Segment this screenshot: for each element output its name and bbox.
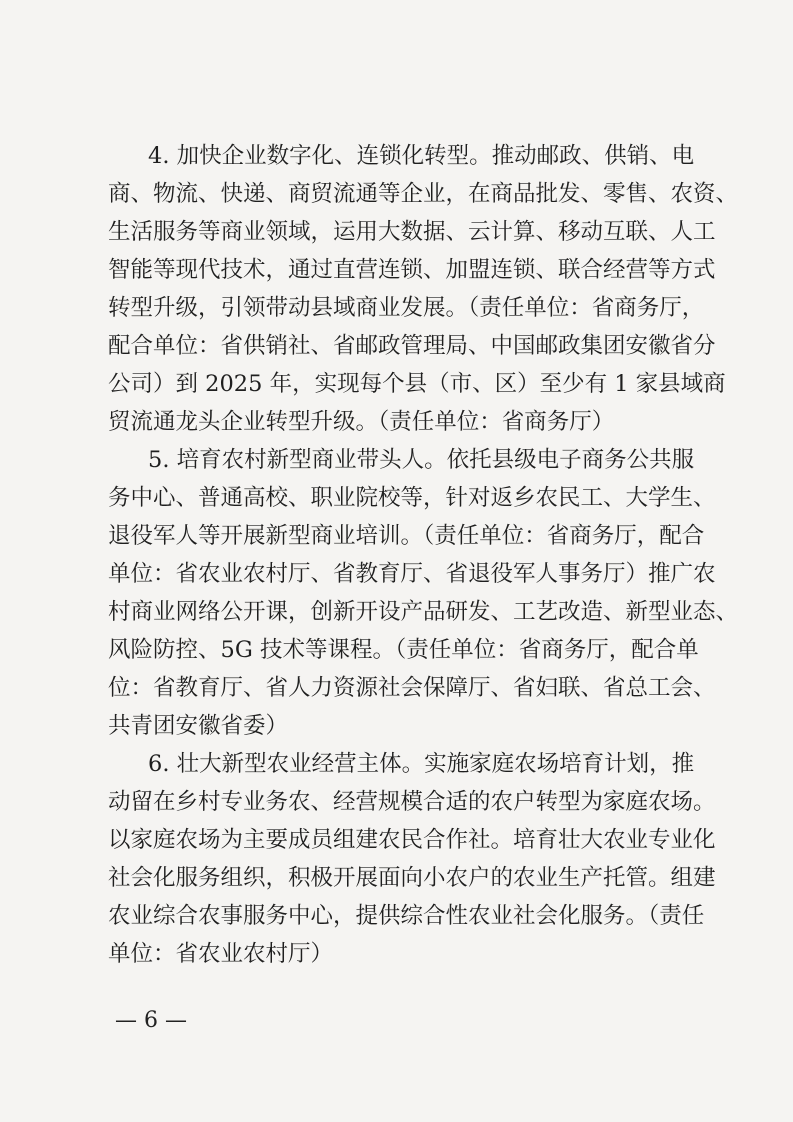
paragraph-4-line-2: 商、物流、快递、商贸流通等企业，在商品批发、零售、农资、 — [108, 181, 739, 207]
paragraph-6-line-4: 社会化服务组织，积极开展面向小农户的农业生产托管。组建 — [108, 865, 716, 891]
paragraph-4-line-8: 贸流通龙头企业转型升级。（责任单位：省商务厅） — [108, 409, 615, 435]
paragraph-4-line-3: 生活服务等商业领域，运用大数据、云计算、移动互联、人工 — [108, 219, 716, 245]
paragraph-6-line-3: 以家庭农场为主要成员组建农民合作社。培育壮大农业专业化 — [108, 827, 716, 853]
paragraph-5-line-4: 单位：省农业农村厅、省教育厅、省退役军人事务厅）推广农 — [108, 561, 716, 587]
paragraph-6-line-1: 6. 壮大新型农业经营主体。实施家庭农场培育计划，推 — [148, 751, 695, 777]
paragraph-4-line-6: 配合单位：省供销社、省邮政管理局、中国邮政集团安徽省分 — [108, 333, 716, 359]
paragraph-5-line-7: 位：省教育厅、省人力资源社会保障厅、省妇联、省总工会、 — [108, 675, 716, 701]
paragraph-4-line-5: 转型升级，引领带动县域商业发展。（责任单位：省商务厅， — [108, 295, 705, 321]
paragraph-5-line-5: 村商业网络公开课，创新开设产品研发、工艺改造、新型业态、 — [108, 599, 739, 625]
paragraph-4-line-4: 智能等现代技术，通过直营连锁、加盟连锁、联合经营等方式 — [108, 257, 716, 283]
page-number: — 6 — — [115, 1008, 187, 1033]
paragraph-5-line-6: 风险防控、5G 技术等课程。（责任单位：省商务厅，配合单 — [108, 637, 699, 663]
paragraph-6-line-6: 单位：省农业农村厅） — [108, 941, 334, 967]
paragraph-4-line-1: 4. 加快企业数字化、连锁化转型。推动邮政、供销、电 — [148, 143, 695, 169]
paragraph-4-line-7: 公司）到 2025 年，实现每个县（市、区）至少有 1 家县域商 — [108, 371, 726, 397]
paragraph-5-line-2: 务中心、普通高校、职业院校等，针对返乡农民工、大学生、 — [108, 485, 716, 511]
paragraph-6-line-5: 农业综合农事服务中心，提供综合性农业社会化服务。（责任 — [108, 903, 705, 929]
paragraph-5-line-3: 退役军人等开展新型商业培训。（责任单位：省商务厅，配合 — [108, 523, 705, 549]
paragraph-5-line-8: 共青团安徽省委） — [108, 713, 289, 739]
paragraph-6-line-2: 动留在乡村专业务农、经营规模合适的农户转型为家庭农场。 — [108, 789, 716, 815]
paragraph-5-line-1: 5. 培育农村新型商业带头人。依托县级电子商务公共服 — [148, 447, 695, 473]
